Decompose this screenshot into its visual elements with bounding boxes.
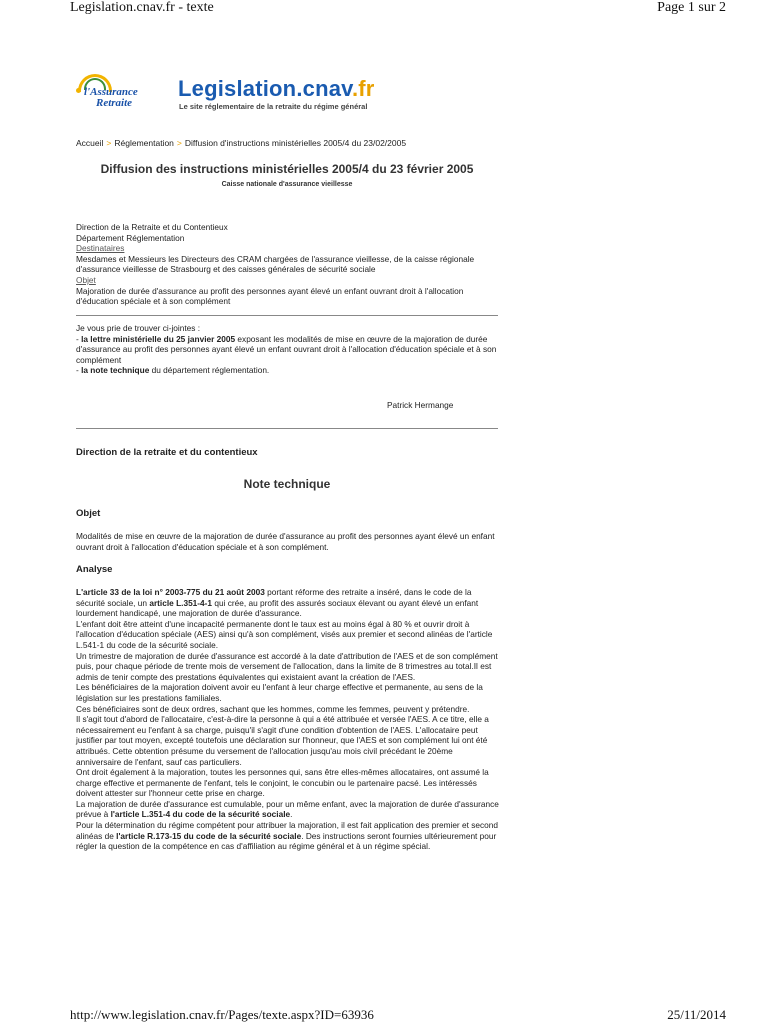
destinataires-text: Mesdames et Messieurs les Directeurs des CRAM chargées de l'assurance vieillesse, de la caisse régionale d'assurance vieillesse de Strasbourg et des caisses générales de sécurité sociale — [76, 253, 475, 275]
print-header-title: Legislation.cnav.fr - texte — [70, 0, 214, 15]
print-footer — [70, 1007, 726, 1024]
letter-item-2-text: du département réglementation. — [149, 365, 270, 376]
print-footer-date: 25/11/2014 — [667, 1007, 726, 1022]
lettre-ministerielle-link[interactable]: la lettre ministérielle du 25 janvier 2005 — [81, 333, 236, 344]
assurance-retraite-logo[interactable] — [76, 72, 166, 112]
print-footer-url: http://www.legislation.cnav.fr/Pages/texte.aspx?ID=63936 — [70, 1007, 374, 1022]
signature: Patrick Hermange — [387, 400, 454, 410]
letter-body — [76, 323, 500, 376]
objet-text: Majoration de durée d'assurance au profit des personnes ayant élevé un enfant ouvrant droit à l'allocation d'éducation spéciale et à son complément — [76, 285, 464, 307]
site-title[interactable] — [178, 76, 375, 102]
site-logo-area[interactable] — [76, 72, 436, 116]
article-l351-4-link[interactable]: l'article L.351-4 du code de la sécurité sociale — [110, 809, 291, 820]
analyse-p8-text: La majoration de durée d'assurance est cumulable, pour un même enfant, avec la majoration de durée d'assurance prévue à — [76, 798, 499, 820]
article-r173-15-link[interactable]: l'article R.173-15 du code de la sécurité sociale — [116, 830, 302, 841]
article-33-link[interactable]: L'article 33 de la loi n° 2003-775 du 21 août 2003 — [76, 587, 265, 597]
site-tagline: Le site réglementaire de la retraite du régime général — [179, 102, 368, 111]
logo-text-line1: l'Assurance — [84, 86, 138, 98]
article-l351-4-1-link[interactable]: article L.351-4-1 — [149, 597, 213, 608]
note-title: Note technique — [243, 477, 331, 491]
analyse-heading: Analyse — [76, 564, 113, 575]
analyse-p8-end: . — [290, 809, 293, 820]
print-header — [70, 0, 726, 20]
analyse-paragraph-2: L'enfant doit être atteint d'une incapacité permanente dont le taux est au moins égal à 80 % et ouvrir droit à l'allocation d'éducation spéciale (AES) ainsi qu'à son complément, visés aux premier et second alinéas de l'article L.541-1 du code de la sécurité sociale. — [76, 618, 493, 650]
breadcrumb-separator: > — [176, 138, 182, 148]
analyse-p9-text: Pour la détermination du régime compétent pour attribuer la majoration, il est fait application des premier et second alinéas de — [76, 820, 498, 841]
page-subtitle: Caisse nationale d'assurance vieillesse — [221, 181, 353, 188]
letter-intro: Je vous prie de trouver ci-jointes : — [76, 323, 201, 333]
print-header-page: Page 1 sur 2 — [657, 0, 726, 15]
analyse-paragraph-1 — [76, 587, 500, 619]
header-block — [76, 222, 500, 307]
note-technique-link[interactable]: la note technique — [81, 365, 150, 376]
department-line: Département Réglementation — [76, 232, 185, 243]
page-title: Diffusion des instructions ministérielles 2005/4 du 23 février 2005 — [100, 162, 474, 176]
analyse-paragraph-6: Il s'agit tout d'abord de l'allocataire, c'est-à-dire la personne à qui a été attribuée et versée l'AES. A ce titre, elle a nécessairement eu l'enfant à sa charge, puisqu'il s'agit d'une condition d'obtention de l'AES. L'allocataire peut justifier par tout moyen, excepté toutefois une déclaration sur l'honneur, que l'AES et son complément lui ont été attribués. Cette obtention présume du versement de l'allocation jusqu'au mois civil précédant le 20ème anniversaire de l'enfant, sauf cas particuliers. — [76, 714, 489, 767]
analyse-p1-text-end: qui crée, au profit des assurés sociaux élevant ou ayant élevé un enfant lourdement handicapé, une majoration de durée d'assurance. — [76, 597, 479, 619]
objet-heading: Objet — [76, 508, 101, 519]
analyse-body — [76, 587, 500, 852]
breadcrumb — [76, 138, 406, 148]
site-title-main: Legislation.cnav — [178, 76, 352, 101]
divider — [76, 315, 498, 316]
letter-item-2 — [76, 365, 500, 376]
breadcrumb-home-link[interactable]: Accueil — [76, 138, 104, 148]
analyse-p1-text: portant réforme des retraite a inséré, dans le code de la sécurité sociale, un — [76, 587, 472, 608]
logo-text-line2: Retraite — [96, 97, 133, 109]
analyse-paragraph-8 — [76, 799, 500, 820]
analyse-paragraph-5: Ces bénéficiaires sont de deux ordres, sachant que les hommes, comme les femmes, peuvent y prétendre. — [76, 703, 470, 714]
breadcrumb-reglementation-link[interactable]: Réglementation — [114, 138, 174, 148]
site-title-tld: .fr — [351, 76, 375, 101]
letter-item-1-text: exposant les modalités de mise en œuvre de la majoration de durée d'assurance au profit des personnes ayant élevé un enfant ouvrant droit à l'allocation d'éducation spéciale et à son complément — [76, 333, 497, 365]
objet-paragraph: Modalités de mise en œuvre de la majoration de durée d'assurance au profit des personnes ayant élevé un enfant ouvrant droit à l'allocation d'éducation spéciale et à son complément. — [76, 531, 495, 552]
analyse-paragraph-3: Un trimestre de majoration de durée d'assurance est accordé à la date d'attribution de l'AES et de son complément puis, pour chaque période de trente mois de versement de l'allocation, dans la limite de 8 trimestres au total.Il est admis de tenir compte des prestations équivalentes qui existaient avant la création de l'AES. — [76, 650, 498, 682]
list-dash: - — [76, 333, 82, 344]
analyse-paragraph-4: Les bénéficiaires de la majoration doivent avoir eu l'enfant à leur charge effective et permanente, au sens de la législation sur les prestations familiales. — [76, 682, 483, 703]
direction-line: Direction de la Retraite et du Contentieux — [76, 222, 228, 232]
objet-label: Objet — [76, 274, 96, 285]
analyse-paragraph-7: Ont droit également à la majoration, toutes les personnes qui, sans être elles-mêmes allocataires, ont assumé la charge effective et permanente de l'enfant, tels le conjoint, le concubin ou le partenaire pacsé. Les intéressés doivent attester sur l'honneur cette prise en charge. — [76, 767, 489, 799]
logo-dot-icon — [76, 88, 81, 93]
analyse-paragraph-9 — [76, 820, 500, 852]
direction-heading: Direction de la retraite et du contentieux — [76, 447, 258, 458]
analyse-p9-end: . Des instructions seront fournies ultérieurement pour régler la question de la compétence en cas d'affiliation au régime général et à un régime spécial. — [76, 830, 497, 852]
destinataires-label: Destinataires — [76, 243, 125, 254]
list-dash: - — [76, 365, 82, 376]
breadcrumb-separator: > — [106, 138, 112, 148]
divider — [76, 428, 498, 429]
letter-item-1 — [76, 334, 500, 366]
breadcrumb-current: Diffusion d'instructions ministérielles 2005/4 du 23/02/2005 — [184, 138, 407, 148]
